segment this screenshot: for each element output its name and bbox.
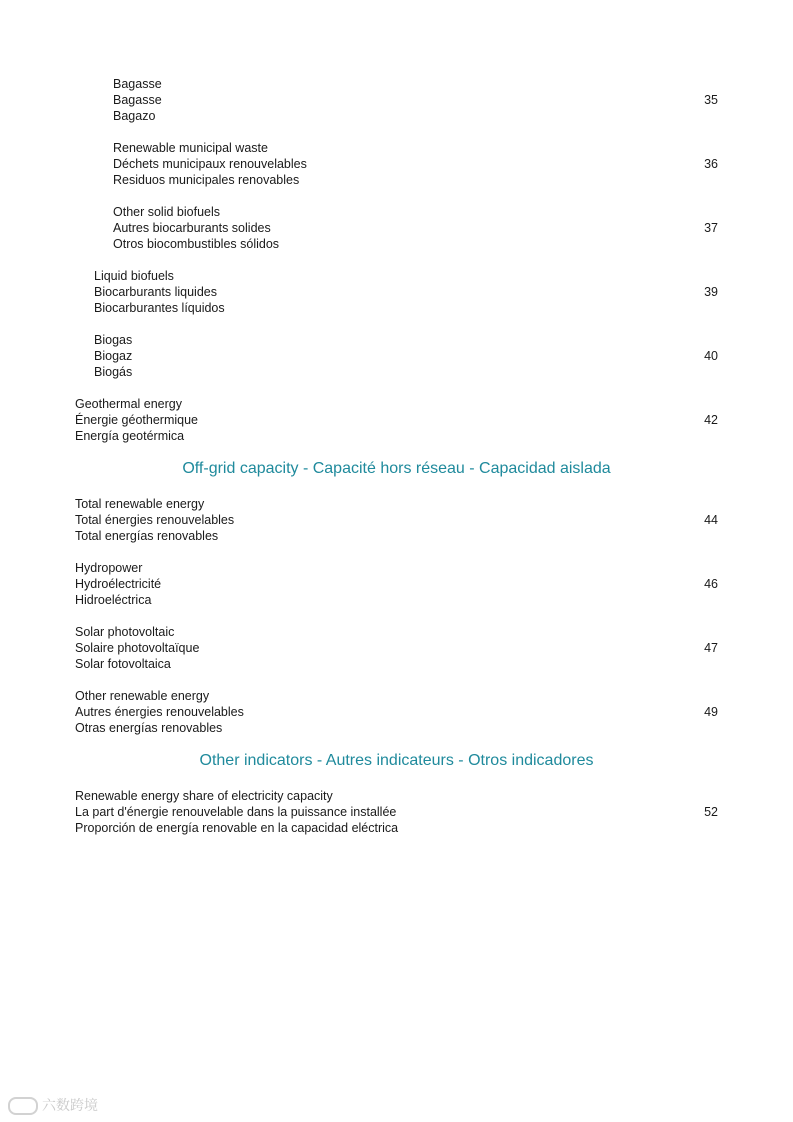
entry-title-fr: Hydroélectricité [75, 577, 162, 591]
entry-title-es: Biogás [94, 365, 133, 379]
watermark [8, 1096, 98, 1115]
entry-title-en: Bagasse [113, 77, 162, 91]
entry-title-en: Total renewable energy [75, 497, 205, 511]
entry-title-en: Other solid biofuels [113, 205, 221, 219]
toc-entry-other-solid-biofuels[interactable] [113, 204, 718, 252]
toc-entry-total-renewable-energy[interactable] [75, 496, 718, 544]
entry-title-fr: Bagasse [113, 93, 162, 107]
entry-title-es: Solar fotovoltaica [75, 657, 171, 671]
entry-title-en: Liquid biofuels [94, 269, 174, 283]
entry-title-fr: Autres biocarburants solides [113, 221, 271, 235]
entry-page-number: 44 [704, 513, 718, 527]
toc-entry-renewable-share-capacity[interactable] [75, 788, 718, 836]
entry-title-fr: Biocarburants liquides [94, 285, 217, 299]
entry-page-number: 42 [704, 413, 718, 427]
toc-entry-geothermal-energy[interactable] [75, 396, 718, 444]
toc-entry-other-renewable-energy[interactable] [75, 688, 718, 736]
toc-entry-liquid-biofuels[interactable] [94, 268, 718, 316]
entry-page-number: 36 [704, 157, 718, 171]
entry-title-es: Residuos municipales renovables [113, 173, 300, 187]
toc-entry-renewable-municipal-waste[interactable] [113, 140, 718, 188]
entry-title-en: Other renewable energy [75, 689, 210, 703]
entry-page-number: 39 [704, 285, 718, 299]
entry-title-en: Geothermal energy [75, 397, 183, 411]
entry-page-number: 49 [704, 705, 718, 719]
entry-title-en: Renewable municipal waste [113, 141, 268, 155]
entry-title-es: Bagazo [113, 109, 156, 123]
section-heading-other-indicators: Other indicators - Autres indicateurs - Otros indicadores [199, 752, 594, 769]
toc-entry-solar-photovoltaic[interactable] [75, 624, 718, 672]
entry-page-number: 46 [704, 577, 718, 591]
entry-page-number: 40 [704, 349, 718, 363]
section-heading-off-grid: Off-grid capacity - Capacité hors réseau - Capacidad aislada [182, 460, 611, 477]
entry-title-fr: Biogaz [94, 349, 133, 363]
entry-title-fr: Autres énergies renouvelables [75, 705, 244, 719]
entry-title-en: Biogas [94, 333, 133, 347]
entry-title-fr: Énergie géothermique [75, 413, 198, 427]
entry-title-es: Otras energías renovables [75, 721, 223, 735]
entry-title-fr: La part d'énergie renouvelable dans la puissance installée [75, 805, 397, 819]
toc-entry-bagasse[interactable] [113, 76, 718, 124]
entry-page-number: 35 [704, 93, 718, 107]
entry-title-en: Renewable energy share of electricity capacity [75, 789, 333, 803]
entry-title-es: Total energías renovables [75, 529, 219, 543]
entry-title-fr: Solaire photovoltaïque [75, 641, 200, 655]
entry-title-es: Biocarburantes líquidos [94, 301, 225, 315]
toc-entry-hydropower[interactable] [75, 560, 718, 608]
entry-title-fr: Déchets municipaux renouvelables [113, 157, 307, 171]
entry-title-es: Energía geotérmica [75, 429, 185, 443]
entry-title-en: Hydropower [75, 561, 143, 575]
entry-title-es: Proporción de energía renovable en la capacidad eléctrica [75, 821, 399, 835]
entry-page-number: 47 [704, 641, 718, 655]
entry-page-number: 37 [704, 221, 718, 235]
entry-title-es: Hidroeléctrica [75, 593, 152, 607]
watermark-text: 六数跨境 [42, 1097, 98, 1113]
logo-mark-icon [8, 1097, 38, 1115]
entry-title-en: Solar photovoltaic [75, 625, 175, 639]
entry-title-es: Otros biocombustibles sólidos [113, 237, 280, 251]
entry-title-fr: Total énergies renouvelables [75, 513, 235, 527]
entry-page-number: 52 [704, 805, 718, 819]
toc-entry-biogas[interactable] [94, 332, 718, 380]
